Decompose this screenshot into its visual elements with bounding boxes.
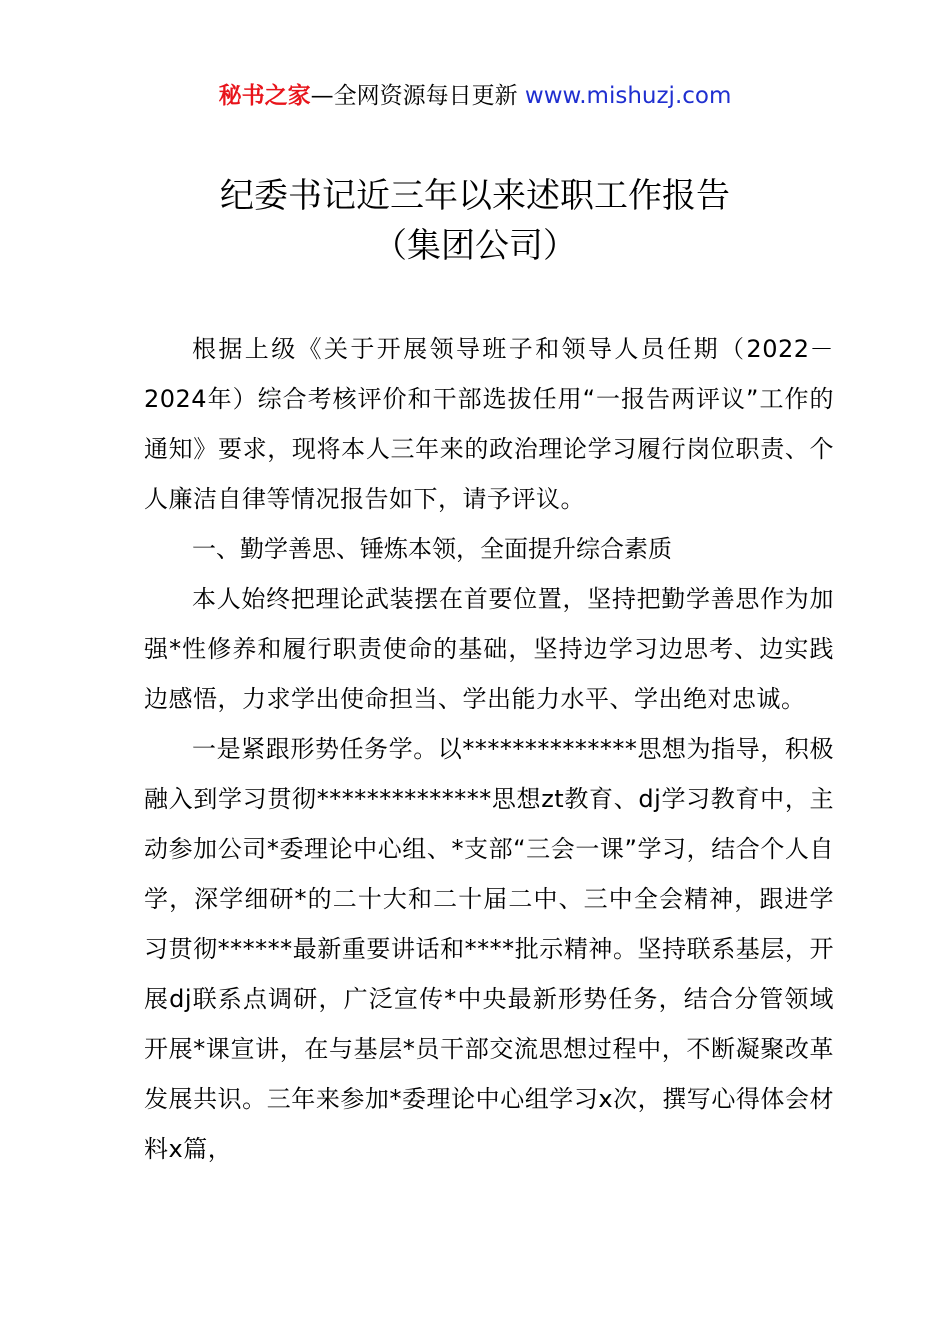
site-name: 秘书之家 <box>218 83 311 109</box>
site-header <box>0 80 950 112</box>
site-url-link[interactable]: www.mishuzj.com <box>524 83 732 109</box>
point-paragraph: 一是紧跟形势任务学。以**************思想为指导，积极融入到学习贯彻**************思想zt教育、dj学习教育中，主动参加公司*委理论中心组、*支部“三会一课”学习，结合个人自学，深学细研*的二十大和二十届二中、三中全会精神，跟进学习贯彻******最新重要讲话和****批示精神。坚持联系基层，开展dj联系点调研，广泛宣传*中央最新形势任务，结合分管领域开展*课宣讲，在与基层*员干部交流思想过程中，不断凝聚改革发展共识。三年来参加*委理论中心组学习x次，撰写心得体会材料x篇， <box>144 735 834 1163</box>
document-subtitle: （集团公司） <box>373 226 577 266</box>
site-tagline: —全网资源每日更新 <box>310 83 525 109</box>
document-body <box>144 324 834 1174</box>
intro-paragraph: 根据上级《关于开展领导班子和领导人员任期（2022－2024年）综合考核评价和干部选拔任用“一报告两评议”工作的通知》要求，现将本人三年来的政治理论学习履行岗位职责、个人廉洁自律等情况报告如下，请予评议。 <box>144 335 834 513</box>
section-paragraph: 本人始终把理论武装摆在首要位置，坚持把勤学善思作为加强*性修养和履行职责使命的基础，坚持边学习边思考、边实践边感悟，力求学出使命担当、学出能力水平、学出绝对忠诚。 <box>144 585 834 713</box>
document-title: 纪委书记近三年以来述职工作报告 <box>220 176 730 216</box>
section-heading: 一、勤学善思、锤炼本领，全面提升综合素质 <box>192 535 672 563</box>
